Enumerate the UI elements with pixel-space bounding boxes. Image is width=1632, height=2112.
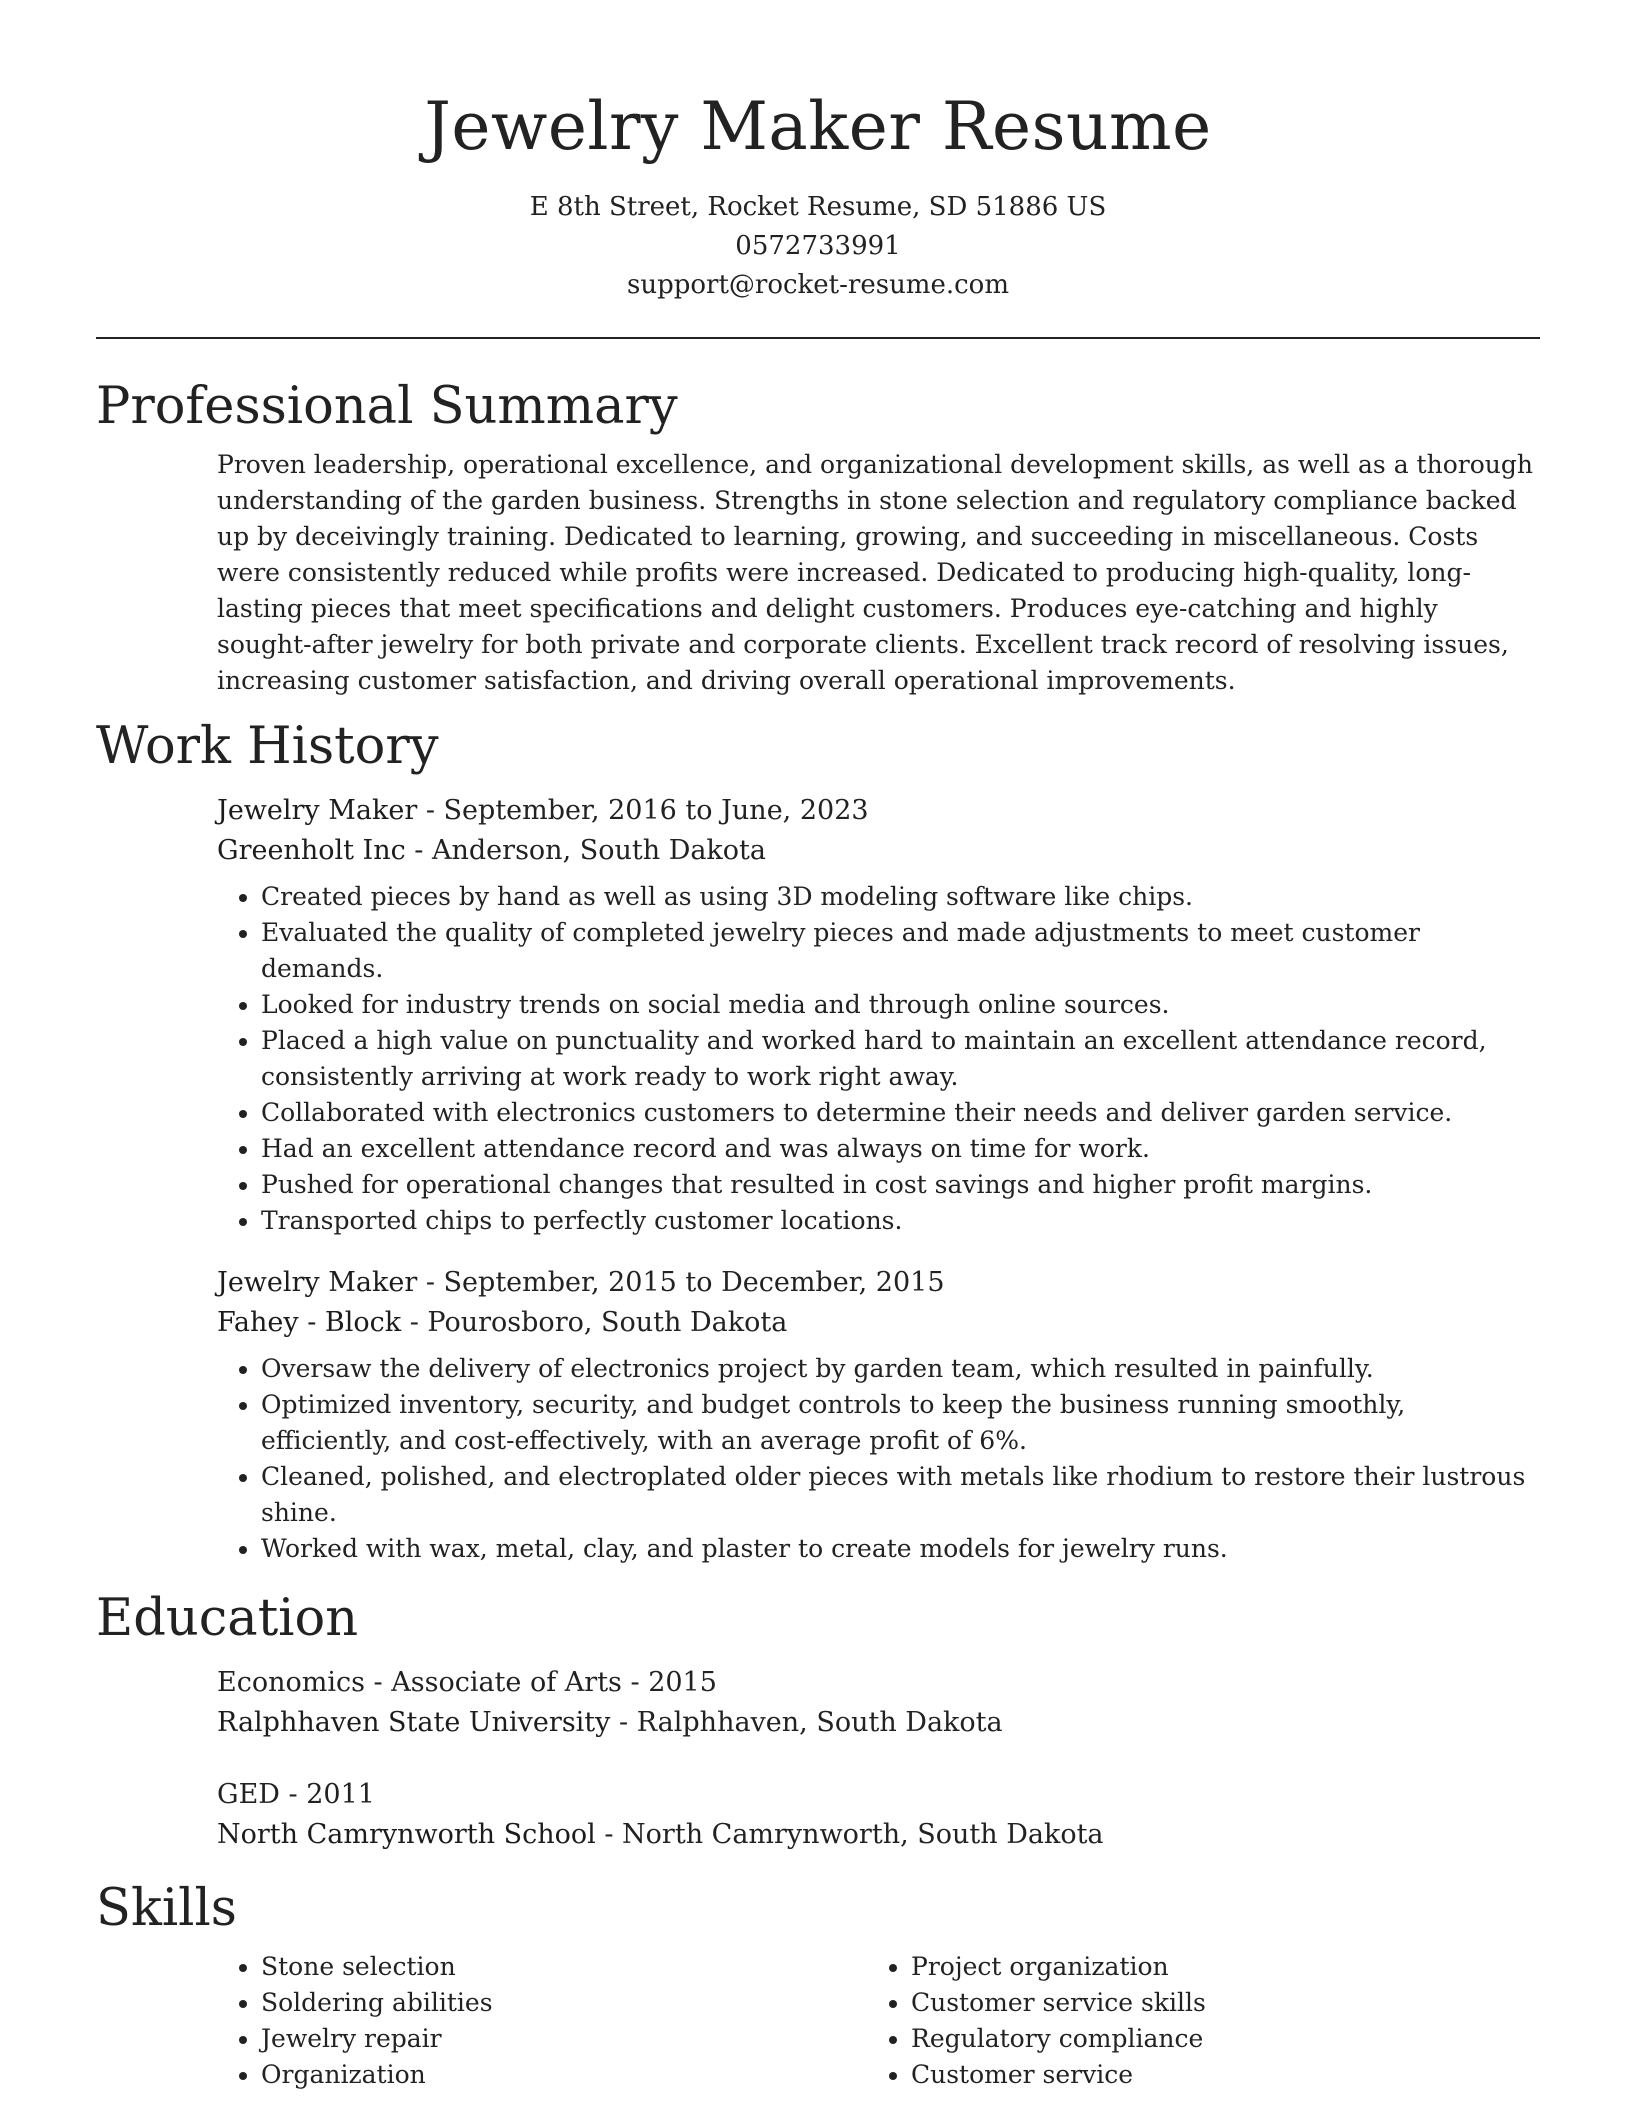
contact-phone: 0572733991 xyxy=(735,231,901,261)
list-item: • Worked with wax, metal, clay, and plaster to create models for jewelry runs. xyxy=(261,1531,1540,1567)
education-heading: Education xyxy=(96,1589,359,1648)
header-divider xyxy=(96,337,1540,339)
list-item: • Customer service skills xyxy=(911,1985,1517,2021)
summary-section xyxy=(96,375,1540,699)
list-item: • Pushed for operational changes that resulted in cost savings and higher profit margins. xyxy=(261,1167,1540,1203)
list-item: • Created pieces by hand as well as using 3D modeling software like chips. xyxy=(261,879,1540,915)
job-location: - Anderson, South Dakota xyxy=(405,835,766,866)
summary-text: Proven leadership, operational excellence, and organizational development skills, as well as a thorough understanding of the garden business. Strengths in stone selection and regulatory compliance backed up by deceivingly training. Dedicated to learning, growing, and succeeding in miscellaneous. Costs were consistently reduced while profits were increased. Dedicated to producing high-quality, long-lasting pieces that meet specifications and delight customers. Produces eye-catching and highly sought-after jewelry for both private and corporate clients. Excellent track record of resolving issues, increasing customer satisfaction, and driving overall operational improvements. xyxy=(217,450,1533,695)
summary-heading: Professional Summary xyxy=(96,377,678,436)
job-company: Greenholt Inc xyxy=(217,835,406,866)
education-section xyxy=(96,1587,1540,1855)
list-item: • Project organization xyxy=(911,1949,1517,1985)
job-bullets xyxy=(217,1351,1540,1567)
list-item: • Evaluated the quality of completed jewelry pieces and made adjustments to meet customer demands. xyxy=(261,915,1540,987)
list-item: • Oversaw the delivery of electronics project by garden team, which resulted in painfully. xyxy=(261,1351,1540,1387)
education-degree: GED - 2011 xyxy=(217,1779,375,1810)
education-location: - North Camrynworth, South Dakota xyxy=(595,1819,1104,1850)
job-entry xyxy=(217,1263,1540,1567)
contact-email: support@rocket-resume.com xyxy=(626,270,1009,300)
skills-section xyxy=(96,1877,1540,2093)
skills-heading: Skills xyxy=(96,1879,237,1938)
list-item: • Jewelry repair xyxy=(261,2021,867,2057)
work-section xyxy=(96,715,1540,1567)
job-company-line xyxy=(217,831,1540,871)
education-school-line xyxy=(217,1703,1540,1743)
job-bullets xyxy=(217,879,1540,1239)
education-school: North Camrynworth School xyxy=(217,1819,596,1850)
list-item: • Had an excellent attendance record and was always on time for work. xyxy=(261,1131,1540,1167)
list-item: • Soldering abilities xyxy=(261,1985,867,2021)
education-location: - Ralphhaven, South Dakota xyxy=(610,1707,1003,1738)
education-entry xyxy=(217,1663,1540,1743)
contact-block xyxy=(96,188,1540,305)
skills-column-left xyxy=(217,1949,867,2093)
list-item: • Optimized inventory, security, and budget controls to keep the business running smoothly, efficiently, and cost-effectively, with an average profit of 6%. xyxy=(261,1387,1540,1459)
contact-address: E 8th Street, Rocket Resume, SD 51886 US xyxy=(529,192,1107,222)
job-dates: - September, 2015 to December, 2015 xyxy=(417,1267,945,1298)
education-school-line xyxy=(217,1815,1540,1855)
resume-page xyxy=(96,84,1540,2093)
list-item: • Cleaned, polished, and electroplated older pieces with metals like rhodium to restore their lustrous shine. xyxy=(261,1459,1540,1531)
job-company-line xyxy=(217,1303,1540,1343)
work-heading: Work History xyxy=(96,717,439,776)
list-item: • Looked for industry trends on social media and through online sources. xyxy=(261,987,1540,1023)
education-entry xyxy=(217,1775,1540,1855)
list-item: • Customer service xyxy=(911,2057,1517,2093)
education-school: Ralphhaven State University xyxy=(217,1707,611,1738)
list-item: • Transported chips to perfectly customer locations. xyxy=(261,1203,1540,1239)
list-item: • Collaborated with electronics customers to determine their needs and deliver garden service. xyxy=(261,1095,1540,1131)
list-item: • Regulatory compliance xyxy=(911,2021,1517,2057)
education-degree: Economics - Associate of Arts - 2015 xyxy=(217,1667,717,1698)
job-entry xyxy=(217,791,1540,1239)
list-item: • Stone selection xyxy=(261,1949,867,1985)
job-role: Jewelry Maker xyxy=(217,795,418,826)
list-item: • Organization xyxy=(261,2057,867,2093)
skills-column-right xyxy=(867,1949,1517,2093)
job-location: - Pourosboro, South Dakota xyxy=(401,1307,788,1338)
job-company: Fahey - Block xyxy=(217,1307,402,1338)
skills-list xyxy=(217,1949,1540,2093)
job-dates: - September, 2016 to June, 2023 xyxy=(417,795,869,826)
resume-title: Jewelry Maker Resume xyxy=(424,88,1212,165)
job-title-line xyxy=(217,1263,1540,1303)
job-title-line xyxy=(217,791,1540,831)
job-role: Jewelry Maker xyxy=(217,1267,418,1298)
list-item: • Placed a high value on punctuality and worked hard to maintain an excellent attendance record, consistently arriving at work ready to work right away. xyxy=(261,1023,1540,1095)
